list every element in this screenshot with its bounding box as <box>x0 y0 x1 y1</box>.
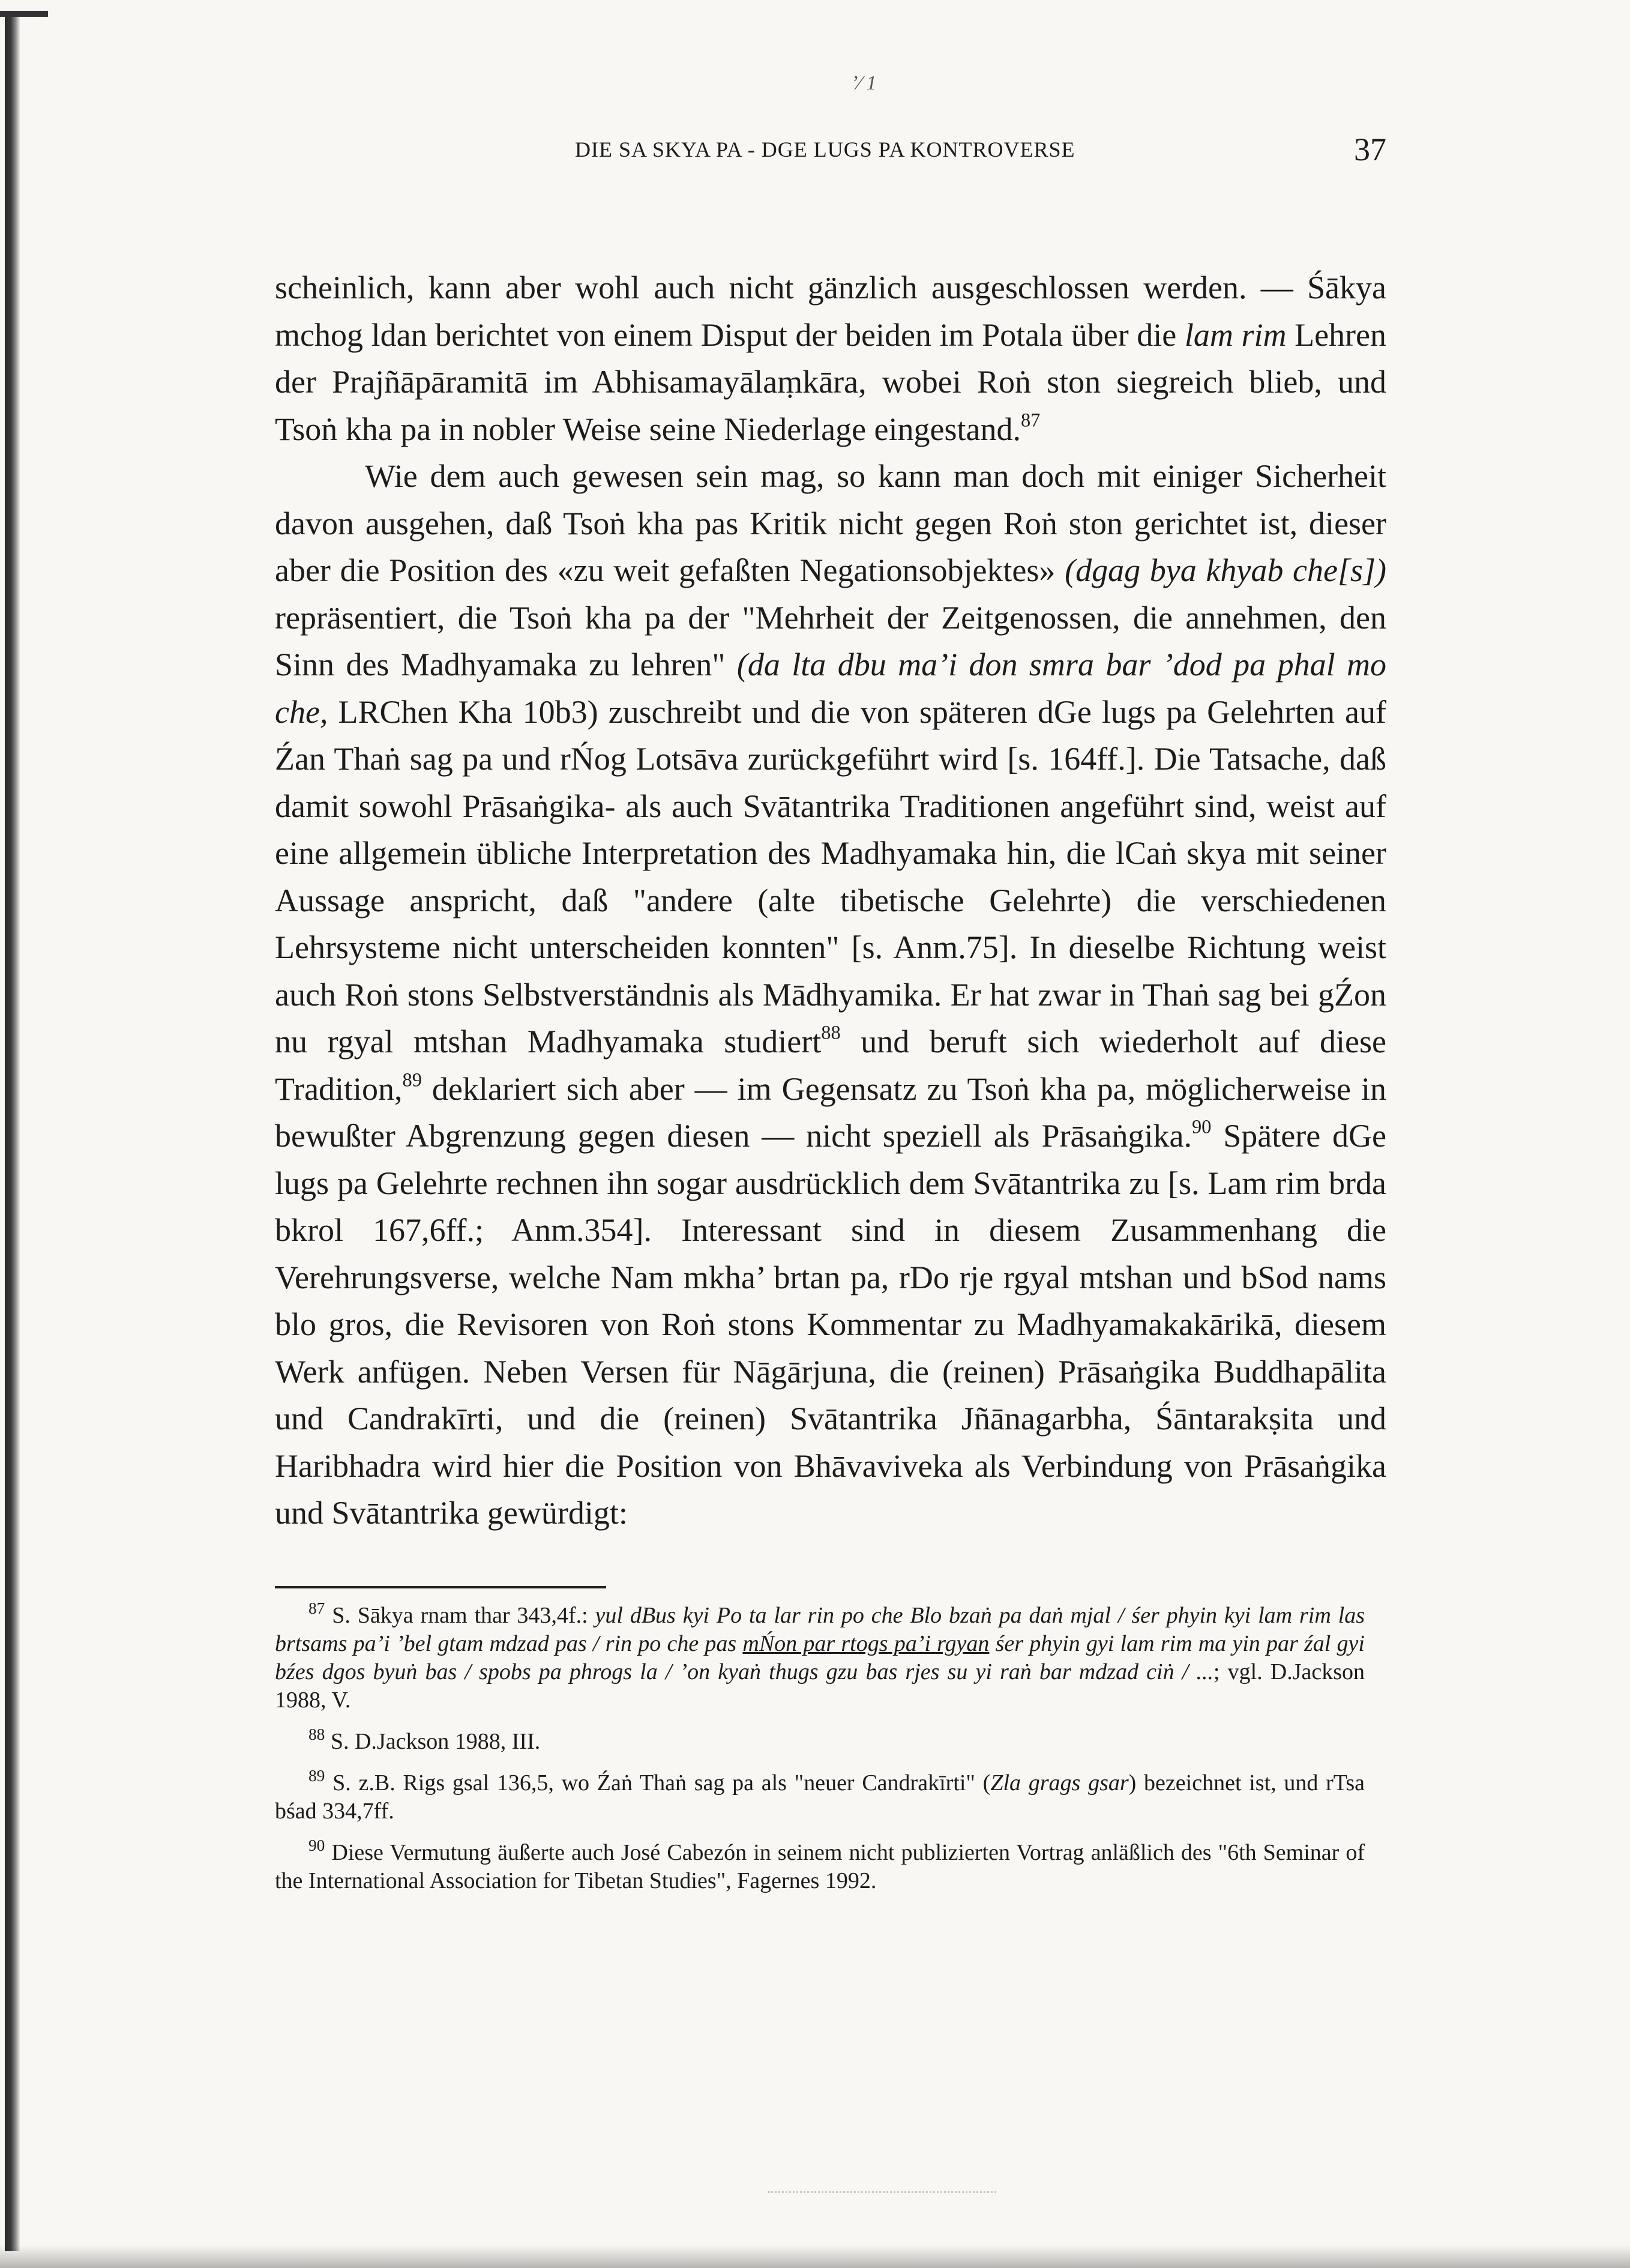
page-number: 37 <box>1354 131 1386 167</box>
footnote-separator <box>275 1586 606 1588</box>
footnotes <box>275 1599 1365 1908</box>
footnote-88 <box>275 1725 1365 1756</box>
footnote-ref-89[interactable]: 89 <box>402 1069 422 1091</box>
paragraph-2 <box>275 453 1386 1537</box>
paragraph-1 <box>275 264 1386 453</box>
footnote-italic: Zla grags gsar <box>990 1770 1129 1796</box>
footnote-ref-90[interactable]: 90 <box>1191 1116 1212 1138</box>
text-run: repräsentiert, die Tsoṅ kha pa der "Mehrheit der Zeitgenossen, die annehmen, den Sinn des Madhyamaka zu lehren" <box>275 599 1386 683</box>
book-spine-shadow <box>5 12 20 2251</box>
footnote-89 <box>275 1766 1365 1826</box>
footnote-underlined: mŃon par rtogs pa’i rgyan <box>742 1631 990 1656</box>
text-run: deklariert sich aber — im Gegensatz zu Tsoṅ kha pa, möglicherweise in bewußter Abgrenzung gegen diesen — nicht speziell als Prāsaṅgika. <box>275 1070 1386 1154</box>
text-run: scheinlich, kann aber wohl auch nicht gänzlich ausgeschlossen werden. — Śākya mchog ldan berichtet von einem Disput der beiden im Potala über die <box>275 270 1386 353</box>
footnote-ref-87[interactable]: 87 <box>1020 409 1041 431</box>
scan-corner-mark <box>0 11 48 17</box>
main-text <box>275 264 1386 1537</box>
text-run: Spätere dGe lugs pa Gelehrte rechnen ihn sogar ausdrücklich dem Svātantrika zu [s. Lam rim brda bkrol 167,6ff.; Anm.354]. Interessant sind in diesem Zusammenhang die Verehrungsverse, welche Nam mkha’ brtan pa, rDo rje rgyal mtshan und bSod nams blo gros, die Revisoren von Roṅ stons Kommentar zu Madhyamakakārikā, diesem Werk anfügen. Neben Versen für Nāgārjuna, die (reinen) Prāsaṅgika Buddhapālita und Candrakīrti, und die (reinen) Svātantrika Jñānagarbha, Śāntarakṣita und Haribhadra wird hier die Position von Bhāvaviveka als Verbindung von Prāsaṅgika und Svātantrika gewürdigt: <box>275 1118 1386 1531</box>
pencil-mark: ʼ⁄ 1 <box>851 72 877 94</box>
italic-term: lam rim <box>1184 316 1287 353</box>
footnote-text: ; vgl. D.Jackson 1988, V. <box>275 1659 1365 1713</box>
footnote-number: 87 <box>308 1599 325 1617</box>
italic-quote: (da lta dbu ma’i don smra bar ’dod pa phal mo che, <box>275 647 1386 730</box>
text-run: Wie dem auch gewesen sein mag, so kann man doch mit einiger Sicherheit davon ausgehen, daß Tsoṅ kha pas Kritik nicht gegen Roṅ ston gerichtet ist, dieser aber die Position des «zu weit gefaßten Negationsobjektes» <box>275 458 1386 588</box>
footnote-number: 90 <box>308 1836 325 1854</box>
text-run: Lehren der Prajñāpāramitā im Abhisamayālaṃkāra, wobei Roṅ ston siegreich blieb, und Tsoṅ kha pa in nobler Weise seine Niederlage eingestand. <box>275 316 1386 447</box>
italic-term: (dgag bya khyab che[s]) <box>1065 552 1386 588</box>
text-run: und beruft sich wiederholt auf diese Tradition, <box>275 1024 1387 1107</box>
footnote-italic: śer phyin gyi lam rim ma yin par źal gyi bźes dgos byuṅ bas / spobs pa phrogs la / ’on kyaṅ thugs gzu bas rjes su yi raṅ bar mdzad ciṅ / ... <box>275 1631 1365 1684</box>
footnote-90 <box>275 1836 1365 1895</box>
footnote-text: S. D.Jackson 1988, III. <box>325 1729 541 1754</box>
text-run: LRChen Kha 10b3) zuschreibt und die von späteren dGe lugs pa Gelehrten auf Źan Thaṅ sag pa und rŃog Lotsāva zurückgeführt wird [s. 164ff.]. Die Tatsache, daß damit sowohl Prāsaṅgika- als auch Svātantrika Traditionen angeführt sind, weist auf eine allgemein übliche Interpretation des Madhyamaka hin, die lCaṅ skya mit seiner Aussage anspricht, daß "andere (alte tibetische Gelehrte) die verschiedenen Lehrsysteme nicht unterscheiden konnten" [s. Anm.75]. In dieselbe Richtung weist auch Roṅ stons Selbstverständnis als Mādhyamika. Er hat zwar in Thaṅ sag bei gŹon nu rgyal mtshan Madhyamaka studiert <box>275 693 1386 1060</box>
scan-dust <box>768 2191 996 2193</box>
footnote-ref-88[interactable]: 88 <box>821 1022 841 1044</box>
footnote-italic: yul dBus kyi Po ta lar rin po che Blo bzaṅ pa daṅ mjal / śer phyin kyi lam rim las brtsams pa’i ’bel gtam mdzad pas / rin po che pas <box>275 1603 1365 1656</box>
footnote-87 <box>275 1599 1365 1715</box>
running-head: DIE SA SKYA PA - DGE LUGS PA KONTROVERSE <box>575 137 1075 161</box>
scan-bottom-edge <box>0 2245 1630 2268</box>
footnote-number: 89 <box>308 1766 325 1785</box>
footnote-text: Diese Vermutung äußerte auch José Cabezón in seinem nicht publizierten Vortrag anläßlich des "6th Seminar of the International Association for Tibetan Studies", Fagernes 1992. <box>275 1840 1365 1893</box>
footnote-text: S. z.B. Rigs gsal 136,5, wo Źaṅ Thaṅ sag pa als "neuer Candrakīrti" ( <box>325 1770 991 1796</box>
footnote-number: 88 <box>308 1725 325 1743</box>
footnote-text: S. Sākya rnam thar 343,4f.: <box>325 1603 595 1628</box>
footnote-text: ) bezeichnet ist, und rTsa bśad 334,7ff. <box>275 1770 1365 1824</box>
